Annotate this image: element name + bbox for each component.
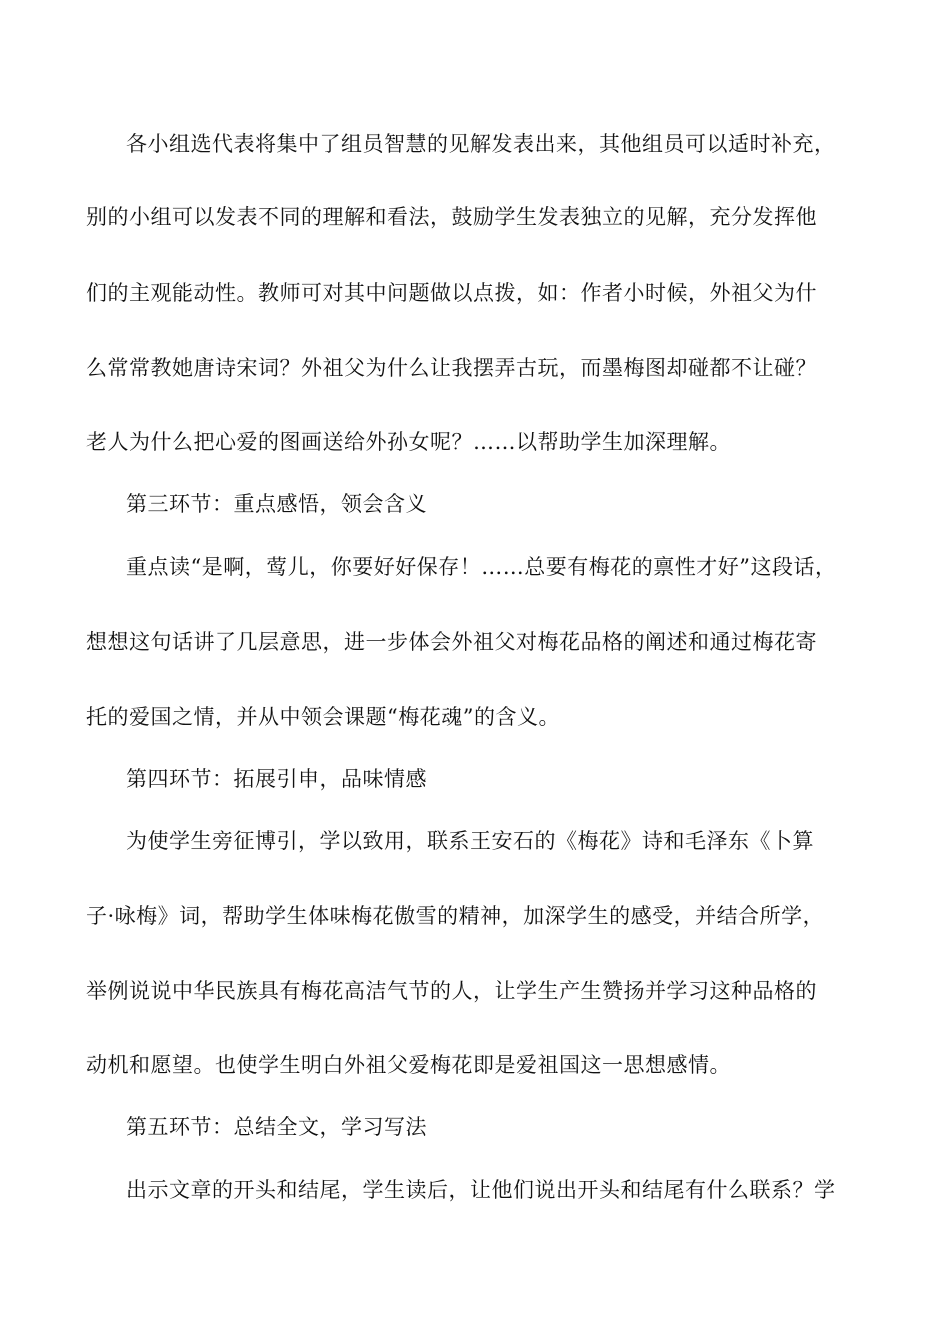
- paragraph-line: 动机和愿望。也使学生明白外祖父爱梅花即是爱祖国这一思想感情。: [86, 1053, 731, 1077]
- paragraph-line: 老人为什么把心爱的图画送给外孙女呢？……以帮助学生加深理解。: [86, 430, 731, 454]
- section-heading: 第五环节：总结全文，学习写法: [126, 1115, 427, 1139]
- paragraph-line: 重点读“是啊，莺儿，你要好好保存！……总要有梅花的禀性才好”这段话，: [126, 555, 837, 579]
- paragraph-line: 举例说说中华民族具有梅花高洁气节的人，让学生产生赞扬并学习这种品格的: [86, 979, 817, 1003]
- paragraph-line: 么常常教她唐诗宋词？外祖父为什么让我摆弄古玩，而墨梅图却碰都不让碰？: [86, 356, 817, 380]
- paragraph-line: 托的爱国之情，并从中领会课题“梅花魂”的含义。: [86, 705, 560, 729]
- paragraph-line: 为使学生旁征博引，学以致用，联系王安石的《梅花》诗和毛泽东《卜算: [126, 829, 814, 853]
- section-heading: 第三环节：重点感悟，领会含义: [126, 492, 427, 516]
- section-heading: 第四环节：拓展引申，品味情感: [126, 767, 427, 791]
- paragraph-line: 想想这句话讲了几层意思，进一步体会外祖父对梅花品格的阐述和通过梅花寄: [86, 630, 817, 654]
- paragraph-line: 别的小组可以发表不同的理解和看法，鼓励学生发表独立的见解，充分发挥他: [86, 205, 817, 229]
- paragraph-line: 们的主观能动性。教师可对其中问题做以点拨，如：作者小时候，外祖父为什: [86, 281, 817, 305]
- paragraph-line: 出示文章的开头和结尾，学生读后，让他们说出开头和结尾有什么联系？学: [126, 1178, 836, 1202]
- paragraph-line: 子·咏梅》词，帮助学生体味梅花傲雪的精神，加深学生的感受，并结合所学，: [86, 904, 825, 928]
- paragraph-line: 各小组选代表将集中了组员智慧的见解发表出来，其他组员可以适时补充，: [126, 132, 836, 156]
